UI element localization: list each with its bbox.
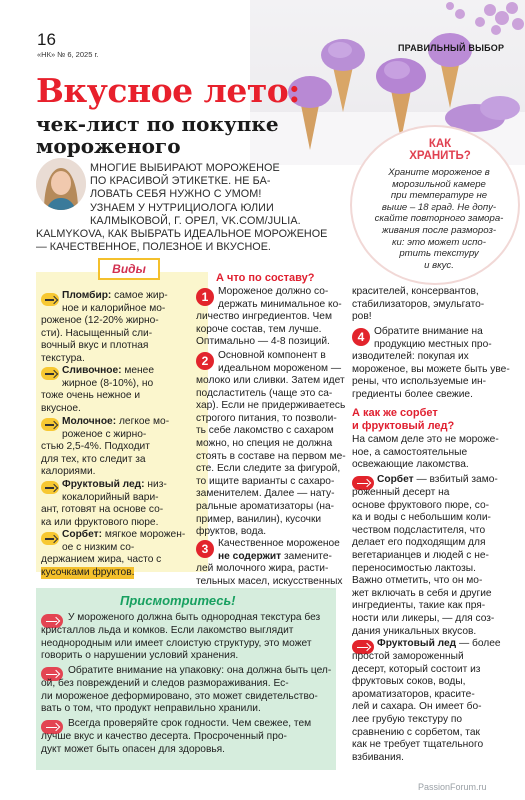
number-2-badge: 2 — [196, 352, 214, 370]
composition-point-1: Мороженое должно со- держать минимальное ко- — [218, 286, 342, 310]
type-item-slivochnoe-cont: тоже очень нежное и вкусное. — [41, 390, 141, 414]
type-item-plombir-cont: роженое (12-20% жирно- сти). Насыщенный сли- вочный вкус и плотная текстура. — [41, 315, 159, 364]
composition-heading: А что по составу? — [216, 272, 315, 284]
type-item-ice-cont: ант, готовят на основе со- ка или фруктового пюре. — [41, 504, 164, 528]
type-item-sorbet-cont: держанием жира, часто с кусочками фруктов. — [41, 554, 162, 578]
type-item-slivochnoe: Сливочное: менее жирное (8-10%), но — [62, 365, 155, 389]
lookout-item-1-cont: кристаллов льда и комков. Если лакомство выглядит неоднородным или имеет слоистую структуру, это может говорить о нарушении условий хранения. — [41, 625, 312, 662]
page-title: Вкусное лето: — [36, 71, 300, 110]
types-tag: Виды — [98, 258, 160, 280]
rubric-label: ПРАВИЛЬНЫЙ ВЫБОР — [398, 43, 505, 53]
watermark: PassionForum.ru — [418, 782, 487, 792]
lead-text: МНОГИЕ ВЫБИРАЮТ МОРОЖЕНОЕ ПО КРАСИВОЙ ЭТИКЕТКЕ. НЕ БА- ЛОВАТЬ СЕБЯ НУЖНО С УМОМ! УЗНАЕМ У НУТРИЦИОЛОГА ЮЛИИ — [90, 162, 280, 214]
arrow-icon — [41, 293, 59, 306]
type-item-plombir: Пломбир: самое жир- ное и калорийное мо- — [62, 290, 168, 314]
composition-point-2-cont: молоко или сливки. Затем идет подсластитель (чаще это са- хар). Если не придерживаетесь строгого питания, то позволи- ть себе лакомство с сахаром можно, но специя не должна стоять в составе на первом ме- сте. Если следите за фигурой, то ищите варианты с сахаро- заменителем. Далее — нату- ральные ароматизаторы (на- пример, ванилин), кусочки фруктов, вода. — [196, 375, 346, 538]
lead-text-line5: КАЛМЫКОВОЙ, Г. ОРЕЛ, VK.COM/JULIA. — [90, 215, 301, 227]
lookout-item-3-cont: лучше вкус и качество десерта. Просроченный про- дукт может быть опасен для здоровья. — [41, 731, 287, 755]
arrow-icon — [41, 481, 59, 494]
arrow-icon — [41, 367, 59, 380]
lead-text-full: KALMYKOVA, КАК ВЫБРАТЬ ИДЕАЛЬНОЕ МОРОЖЕНОЕ — КАЧЕСТВЕННОЕ, ПОЛЕЗНОЕ И ВКУСНОЕ. — [36, 228, 328, 254]
lookout-item-2-cont: ой, без повреждений и следов размораживания. Ес- ли мороженое деформировано, это может свидетельство- вать о том, что продукт неправильно хранили. — [41, 678, 318, 715]
type-item-molochnoe: Молочное: легкое мо- роженое с жирно- — [62, 416, 170, 440]
composition-point-4-cont: изводителей: покупая их мороженое, вы можете быть уве- рены, что используемые ин- гредиенты более свежие. — [352, 351, 510, 400]
author-avatar — [36, 158, 86, 210]
lookout-tag: Присмотритесь! — [120, 593, 236, 608]
composition-point-3: Качественное мороженое не содержит замените- — [218, 538, 340, 562]
storage-title: КАК ХРАНИТЬ? — [409, 138, 471, 162]
lookout-item-1: У мороженого должна быть однородная текстура без — [68, 612, 321, 623]
composition-point-4: Обратите внимание на продукцию местных про- — [374, 326, 492, 350]
arrow-icon — [41, 532, 59, 545]
sorbet-heading: А как же сорбет и фруктовый лед? — [352, 407, 455, 432]
composition-point-2: Основной компонент в идеальном мороженом — — [218, 350, 342, 374]
type-item-sorbet: Сорбет: мягкое морожен- ое с низким со- — [62, 529, 186, 553]
sorbet-intro: На самом деле это не мороже- ное, а самостоятельные освежающие лакомства. — [352, 434, 499, 471]
storage-text: Храните мороженое в морозильной камере при температуре не выше – 18 град. Не допу- скайте повторного замора- живания после размороз- ки: это может испо- ртить текстуру и вкус. — [374, 167, 504, 271]
type-item-molochnoe-cont: стью 2,5-4%. Подходит для тех, кто следит за калориями. — [41, 441, 150, 478]
composition-point-3-cont: лей молочного жира, расти- тельных масел, искусственных — [196, 563, 343, 587]
number-4-badge: 4 — [352, 328, 370, 346]
fruit-ice-description-cont: простой замороженный десерт, который состоит из фруктовых соков, воды, ароматизаторов, красите- лей и сахара. Он имеет бо- лее грубую текстуру по сравнению с сорбетом, так как не требует тщательного взбивания. — [352, 651, 484, 763]
composition-point-1-cont: личество ингредиентов. Чем короче состав, тем лучше. Оптимально — 4-8 позиций. — [196, 311, 332, 348]
sorbet-description: Сорбет — взбитый замо- — [377, 474, 498, 485]
page-subtitle: чек-лист по покупке мороженого — [36, 112, 279, 158]
lookout-item-2: Обратите внимание на упаковку: она должна быть цел- — [68, 665, 332, 676]
sorbet-description-cont: роженный десерт на основе фруктового пюре, со- ка и воды с небольшим коли- чеством подсластителя, что делает его подходящим для вегетарианцев и людей с не- переносимостью лактозы. Важно отметить, что он мо- жет включать в себя и другие ингредиенты, такие как пря- ности или ликеры, — для соз- дания уникальных вкусов. — [352, 487, 495, 637]
number-3-badge: 3 — [196, 540, 214, 558]
number-1-badge: 1 — [196, 288, 214, 306]
composition-point-3-end: красителей, консервантов, стабилизаторов, эмульгато- ров! — [352, 286, 485, 323]
fruit-ice-description: Фруктовый лед — более — [377, 638, 501, 649]
page-number: 16 — [37, 30, 56, 49]
arrow-icon — [41, 418, 59, 431]
lookout-item-3: Всегда проверяйте срок годности. Чем свежее, тем — [68, 718, 312, 729]
issue-label: «НК» № 6, 2025 г. — [37, 50, 99, 59]
type-item-ice: Фруктовый лед: низ- кокалорийный вари- — [62, 479, 167, 503]
